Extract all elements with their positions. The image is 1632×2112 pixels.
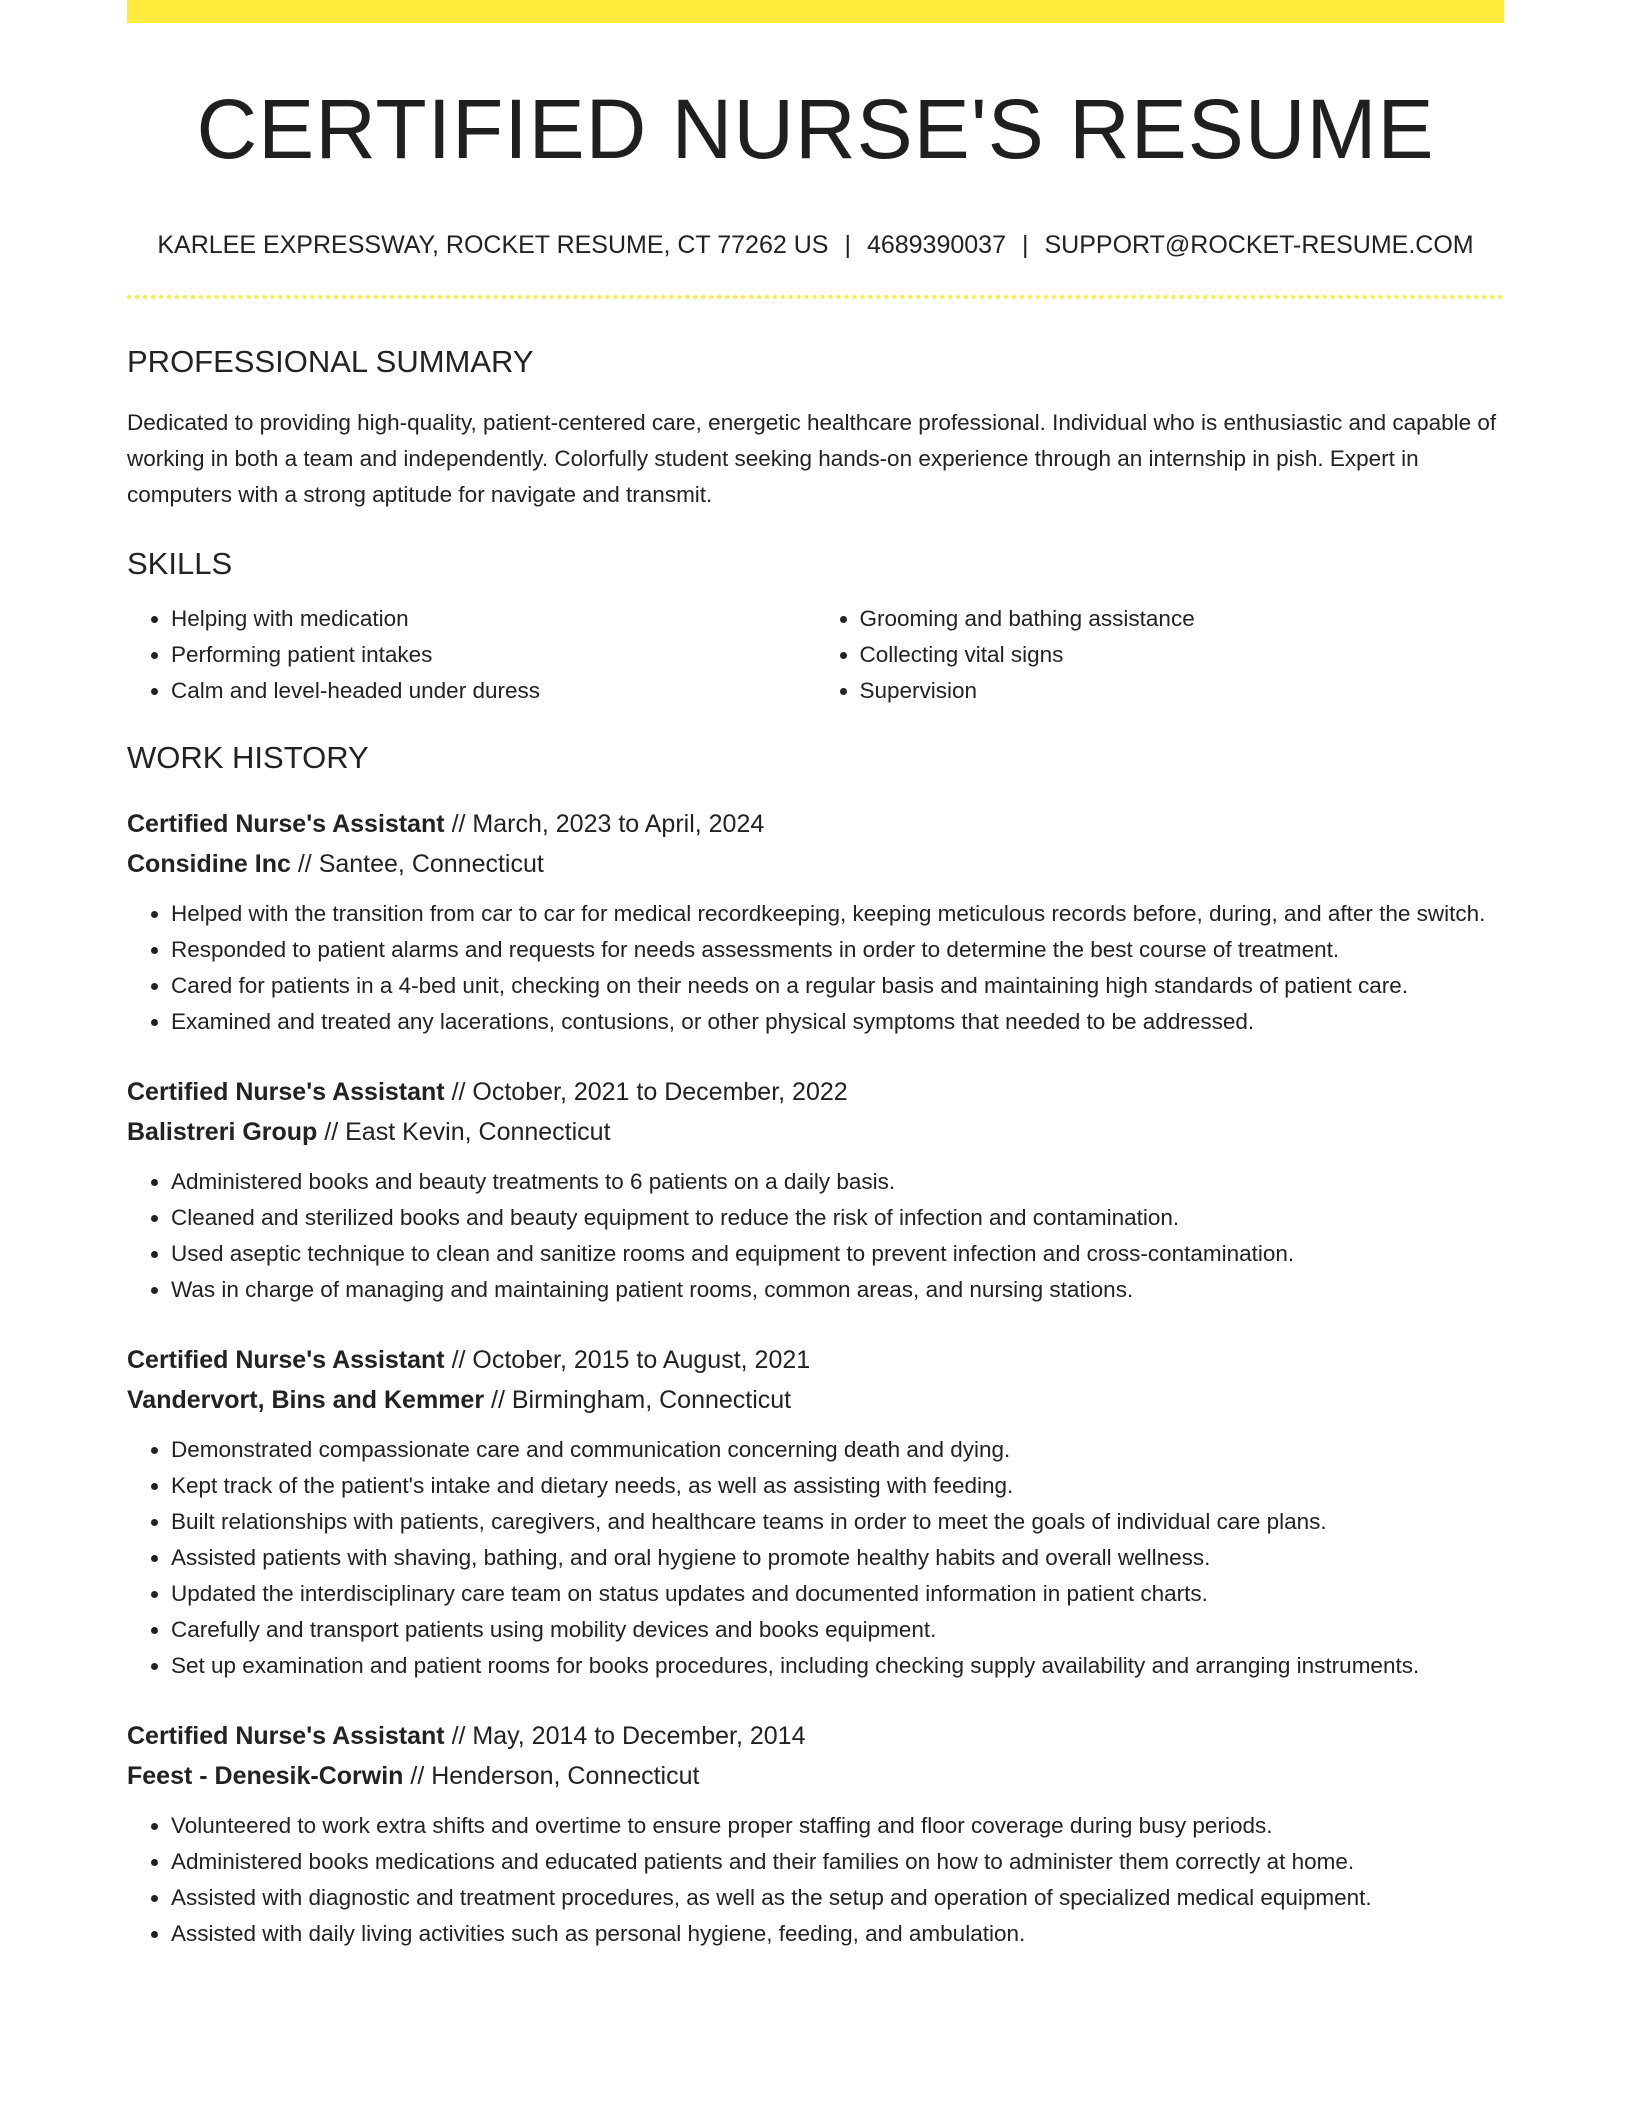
skill-item: • Helping with medication (171, 601, 816, 637)
job-bullet: • Was in charge of managing and maintaining patient rooms, common areas, and nursing stations. (171, 1272, 1504, 1308)
top-accent-bar (127, 0, 1504, 23)
skills-column-right (816, 601, 1505, 709)
job-dates: // May, 2014 to December, 2014 (444, 1722, 806, 1750)
job-bullet: • Demonstrated compassionate care and communication concerning death and dying. (171, 1432, 1504, 1468)
contact-separator: | (844, 231, 851, 259)
job-bullet: • Cleaned and sterilized books and beauty equipment to reduce the risk of infection and contamination. (171, 1200, 1504, 1236)
job-bullet: • Carefully and transport patients using mobility devices and books equipment. (171, 1612, 1504, 1648)
job-company: Balistreri Group (127, 1118, 318, 1146)
dotted-divider (127, 295, 1504, 299)
job-location: // Henderson, Connecticut (403, 1762, 700, 1790)
job-company-line (127, 1112, 1504, 1152)
job-entry (127, 1072, 1504, 1308)
job-company-line (127, 1380, 1504, 1420)
job-bullet: • Cared for patients in a 4-bed unit, checking on their needs on a regular basis and maintaining high standards of patient care. (171, 968, 1504, 1004)
job-dates: // October, 2015 to August, 2021 (444, 1346, 811, 1374)
job-entry (127, 1340, 1504, 1684)
job-bullet: • Assisted with daily living activities such as personal hygiene, feeding, and ambulation. (171, 1916, 1504, 1952)
job-dates: // October, 2021 to December, 2022 (444, 1078, 848, 1106)
job-bullet: • Kept track of the patient's intake and dietary needs, as well as assisting with feeding. (171, 1468, 1504, 1504)
contact-email: SUPPORT@ROCKET-RESUME.COM (1044, 231, 1474, 259)
job-company: Vandervort, Bins and Kemmer (127, 1386, 485, 1414)
job-bullet: • Assisted with diagnostic and treatment procedures, as well as the setup and operation of specialized medical equipment. (171, 1880, 1504, 1916)
job-company-line (127, 1756, 1504, 1796)
job-company: Considine Inc (127, 850, 291, 878)
job-bullet: • Responded to patient alarms and requests for needs assessments in order to determine the best course of treatment. (171, 932, 1504, 968)
job-company: Feest - Denesik-Corwin (127, 1762, 404, 1790)
job-bullet: • Examined and treated any lacerations, contusions, or other physical symptoms that needed to be addressed. (171, 1004, 1504, 1040)
job-role-line (127, 1340, 1504, 1380)
section-title-summary: PROFESSIONAL SUMMARY (127, 344, 534, 379)
job-entry (127, 1716, 1504, 1952)
job-entry (127, 804, 1504, 1040)
job-location: // Santee, Connecticut (290, 850, 544, 878)
job-bullets (127, 1164, 1504, 1308)
skill-item: • Supervision (860, 673, 1505, 709)
job-role: Certified Nurse's Assistant (127, 810, 445, 838)
job-bullets (127, 1432, 1504, 1684)
skill-item: • Collecting vital signs (860, 637, 1505, 673)
job-dates: // March, 2023 to April, 2024 (444, 810, 765, 838)
job-bullet: • Set up examination and patient rooms for books procedures, including checking supply availability and arranging instruments. (171, 1648, 1504, 1684)
job-bullet: • Used aseptic technique to clean and sanitize rooms and equipment to prevent infection and cross-contamination. (171, 1236, 1504, 1272)
job-location: // East Kevin, Connecticut (317, 1118, 611, 1146)
section-title-work-history: WORK HISTORY (127, 740, 369, 775)
job-bullets (127, 896, 1504, 1040)
job-role-line (127, 804, 1504, 844)
job-location: // Birmingham, Connecticut (484, 1386, 792, 1414)
contact-address: KARLEE EXPRESSWAY, ROCKET RESUME, CT 77262 US (157, 231, 829, 259)
summary-text: Dedicated to providing high-quality, patient-centered care, energetic healthcare professional. Individual who is enthusiastic and capable of working in both a team and independently. Colorfully student seeking hands-on experience through an internship in pish. Expert in computers with a strong aptitude for navigate and transmit. (127, 410, 1497, 507)
skills-column-left (127, 601, 816, 709)
skill-item: • Performing patient intakes (171, 637, 816, 673)
job-role: Certified Nurse's Assistant (127, 1078, 445, 1106)
job-bullet: • Assisted patients with shaving, bathing, and oral hygiene to promote healthy habits and overall wellness. (171, 1540, 1504, 1576)
skill-item: • Grooming and bathing assistance (860, 601, 1505, 637)
resume-page (127, 0, 1504, 1952)
section-title-skills: SKILLS (127, 546, 233, 581)
job-bullet: • Updated the interdisciplinary care team on status updates and documented information in patient charts. (171, 1576, 1504, 1612)
job-bullet: • Volunteered to work extra shifts and overtime to ensure proper staffing and floor coverage during busy periods. (171, 1808, 1504, 1844)
job-bullet: • Administered books medications and educated patients and their families on how to administer them correctly at home. (171, 1844, 1504, 1880)
job-bullet: • Helped with the transition from car to car for medical recordkeeping, keeping meticulous records before, during, and after the switch. (171, 896, 1504, 932)
job-role-line (127, 1072, 1504, 1112)
job-company-line (127, 844, 1504, 884)
job-role: Certified Nurse's Assistant (127, 1346, 445, 1374)
skill-item: • Calm and level-headed under duress (171, 673, 816, 709)
contact-phone: 4689390037 (866, 231, 1006, 259)
skills-list (127, 601, 1504, 709)
page-title: CERTIFIED NURSE'S RESUME (196, 82, 1435, 176)
job-bullet: • Administered books and beauty treatments to 6 patients on a daily basis. (171, 1164, 1504, 1200)
contact-line (127, 229, 1504, 261)
contact-separator: | (1021, 231, 1029, 259)
job-bullet: • Built relationships with patients, caregivers, and healthcare teams in order to meet the goals of individual care plans. (171, 1504, 1504, 1540)
job-role: Certified Nurse's Assistant (127, 1722, 445, 1750)
job-bullets (127, 1808, 1504, 1952)
job-role-line (127, 1716, 1504, 1756)
